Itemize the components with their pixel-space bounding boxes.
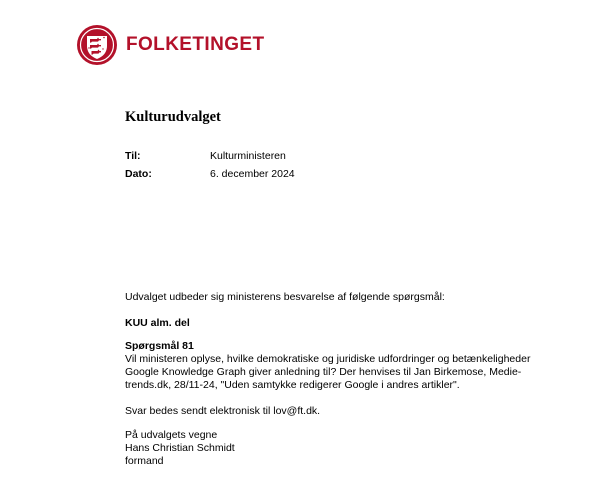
recipient-label: Til: (125, 150, 141, 162)
signoff-block (125, 429, 525, 468)
signoff-name: Hans Christian Schmidt (125, 442, 235, 454)
question-title: Spørgsmål 81 (125, 340, 194, 352)
question-block (125, 340, 531, 392)
recipient-row (125, 150, 286, 163)
intro-text: Udvalget udbeder sig ministerens besvarelse af følgende spørgsmål: (125, 291, 445, 303)
question-text-line: trends.dk, 28/11-24, "Uden samtykke redigerer Google i andres artikler". (125, 379, 460, 391)
recipient-value: Kulturministeren (210, 150, 286, 162)
signoff-role: formand (125, 455, 164, 467)
folketinget-seal-icon (76, 24, 118, 66)
question-text-line: Vil ministeren oplyse, hvilke demokratiske og juridiske udfordringer og betænkeligheder (125, 353, 531, 365)
signoff-on-behalf: På udvalgets vegne (125, 429, 218, 441)
date-value: 6. december 2024 (210, 168, 295, 180)
reply-instruction: Svar bedes sendt elektronisk til lov@ft.dk. (125, 405, 321, 417)
date-label: Dato: (125, 168, 152, 180)
question-text-line: Google Knowledge Graph giver anledning til? Der henvises til Jan Birkemose, Medie- (125, 366, 522, 378)
date-row (125, 168, 295, 181)
case-reference: KUU alm. del (125, 317, 190, 329)
committee-heading: Kulturudvalget (125, 109, 221, 125)
organization-name: FOLKETINGET (126, 34, 265, 55)
letterhead (76, 24, 264, 66)
